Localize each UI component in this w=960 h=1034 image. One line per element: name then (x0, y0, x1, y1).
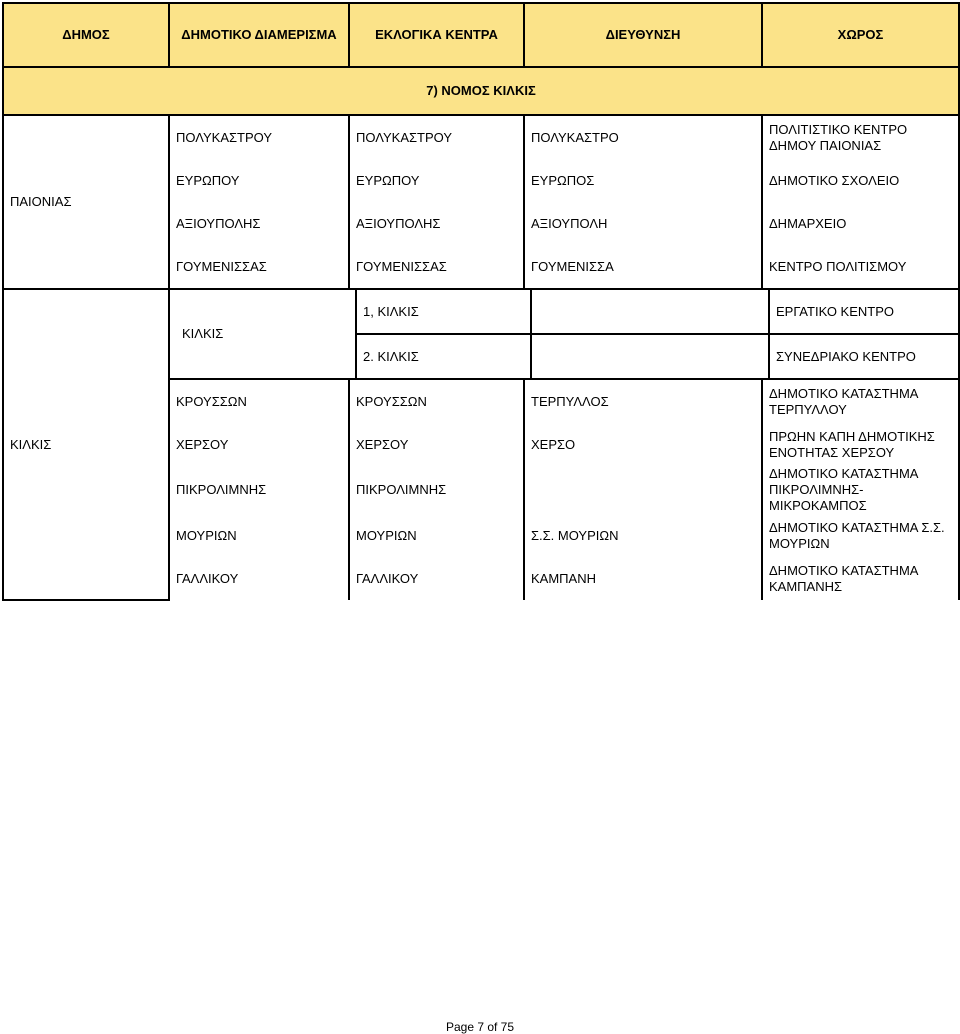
header-row (3, 3, 959, 67)
xoros-cell: ΠΡΩΗΝ ΚΑΠΗ ΔΗΜΟΤΙΚΗΣ ΕΝΟΤΗΤΑΣ ΧΕΡΣΟΥ (762, 423, 959, 466)
diamerisma-cell: ΕΥΡΩΠΟΥ (169, 159, 349, 202)
dieuthinsi-cell (531, 334, 769, 378)
kentra-cell: ΧΕΡΣΟΥ (349, 423, 524, 466)
diamerisma-cell: ΓΟΥΜΕΝΙΣΣΑΣ (169, 245, 349, 289)
kentra-cell: 2. ΚΙΛΚΙΣ (356, 334, 531, 378)
header-xoros: ΧΩΡΟΣ (762, 3, 959, 67)
page-number: Page 7 of 75 (445, 1020, 515, 1034)
kilkis-subtable (176, 290, 959, 378)
banner-row (3, 67, 959, 115)
diamerisma-cell: ΠΙΚΡΟΛΙΜΝΗΣ (169, 466, 349, 514)
diamerisma-cell: ΠΟΛΥΚΑΣΤΡΟΥ (169, 115, 349, 159)
xoros-cell: ΣΥΝΕΔΡΙΑΚΟ ΚΕΝΤΡΟ (769, 334, 959, 378)
kentra-cell: ΠΙΚΡΟΛΙΜΝΗΣ (349, 466, 524, 514)
diamerisma-cell: ΜΟΥΡΙΩΝ (169, 514, 349, 557)
kentra-cell: ΠΟΛΥΚΑΣΤΡΟΥ (349, 115, 524, 159)
xoros-cell: ΕΡΓΑΤΙΚΟ ΚΕΝΤΡΟ (769, 290, 959, 334)
xoros-cell: ΔΗΜΟΤΙΚΟ ΚΑΤΑΣΤΗΜΑ ΠΙΚΡΟΛΙΜΝΗΣ-ΜΙΚΡΟΚΑΜΠΟΣ (762, 466, 959, 514)
header-kentra: ΕΚΛΟΓΙΚΑ ΚΕΝΤΡΑ (349, 3, 524, 67)
prefecture-title: 7) ΝΟΜΟΣ ΚΙΛΚΙΣ (3, 67, 959, 115)
header-dimos: ΔΗΜΟΣ (3, 3, 169, 67)
dieuthinsi-cell: ΠΟΛΥΚΑΣΤΡΟ (524, 115, 762, 159)
table-row (176, 290, 959, 334)
xoros-cell: ΔΗΜΟΤΙΚΟ ΚΑΤΑΣΤΗΜΑ ΤΕΡΠΥΛΛΟΥ (762, 379, 959, 423)
table-row (3, 289, 959, 379)
table-row (3, 115, 959, 159)
dieuthinsi-cell: ΕΥΡΩΠΟΣ (524, 159, 762, 202)
xoros-cell: ΔΗΜΟΤΙΚΟ ΚΑΤΑΣΤΗΜΑ ΚΑΜΠΑΝΗΣ (762, 557, 959, 600)
diamerisma-cell: ΚΡΟΥΣΣΩΝ (169, 379, 349, 423)
diamerisma-cell: ΧΕΡΣΟΥ (169, 423, 349, 466)
xoros-cell: ΔΗΜΟΤΙΚΟ ΣΧΟΛΕΙΟ (762, 159, 959, 202)
kilkis-group (169, 289, 959, 379)
dimos-cell: ΠΑΙΟΝΙΑΣ (3, 115, 169, 289)
kentra-cell: ΓΑΛΛΙΚΟΥ (349, 557, 524, 600)
dieuthinsi-cell (531, 290, 769, 334)
dieuthinsi-cell: ΓΟΥΜΕΝΙΣΣΑ (524, 245, 762, 289)
kentra-cell: ΜΟΥΡΙΩΝ (349, 514, 524, 557)
kentra-cell: ΑΞΙΟΥΠΟΛΗΣ (349, 202, 524, 245)
dieuthinsi-cell: ΧΕΡΣΟ (524, 423, 762, 466)
diamerisma-cell: ΑΞΙΟΥΠΟΛΗΣ (169, 202, 349, 245)
header-diamerisma: ΔΗΜΟΤΙΚΟ ΔΙΑΜΕΡΙΣΜΑ (169, 3, 349, 67)
polling-stations-table (2, 2, 960, 601)
kentra-cell: 1, ΚΙΛΚΙΣ (356, 290, 531, 334)
xoros-cell: ΔΗΜΟΤΙΚΟ ΚΑΤΑΣΤΗΜΑ Σ.Σ. ΜΟΥΡΙΩΝ (762, 514, 959, 557)
dimos-cell: ΚΙΛΚΙΣ (3, 289, 169, 600)
kentra-cell: ΕΥΡΩΠΟΥ (349, 159, 524, 202)
diamerisma-cell: ΚΙΛΚΙΣ (176, 290, 356, 378)
xoros-cell: ΚΕΝΤΡΟ ΠΟΛΙΤΙΣΜΟΥ (762, 245, 959, 289)
diamerisma-cell: ΓΑΛΛΙΚΟΥ (169, 557, 349, 600)
dieuthinsi-cell: ΑΞΙΟΥΠΟΛΗ (524, 202, 762, 245)
header-dieuthinsi: ΔΙΕΥΘΥΝΣΗ (524, 3, 762, 67)
dieuthinsi-cell: ΚΑΜΠΑΝΗ (524, 557, 762, 600)
kentra-cell: ΚΡΟΥΣΣΩΝ (349, 379, 524, 423)
dieuthinsi-cell: ΤΕΡΠΥΛΛΟΣ (524, 379, 762, 423)
dieuthinsi-cell: Σ.Σ. ΜΟΥΡΙΩΝ (524, 514, 762, 557)
dieuthinsi-cell (524, 466, 762, 514)
xoros-cell: ΔΗΜΑΡΧΕΙΟ (762, 202, 959, 245)
xoros-cell: ΠΟΛΙΤΙΣΤΙΚΟ ΚΕΝΤΡΟ ΔΗΜΟΥ ΠΑΙΟΝΙΑΣ (762, 115, 959, 159)
kentra-cell: ΓΟΥΜΕΝΙΣΣΑΣ (349, 245, 524, 289)
